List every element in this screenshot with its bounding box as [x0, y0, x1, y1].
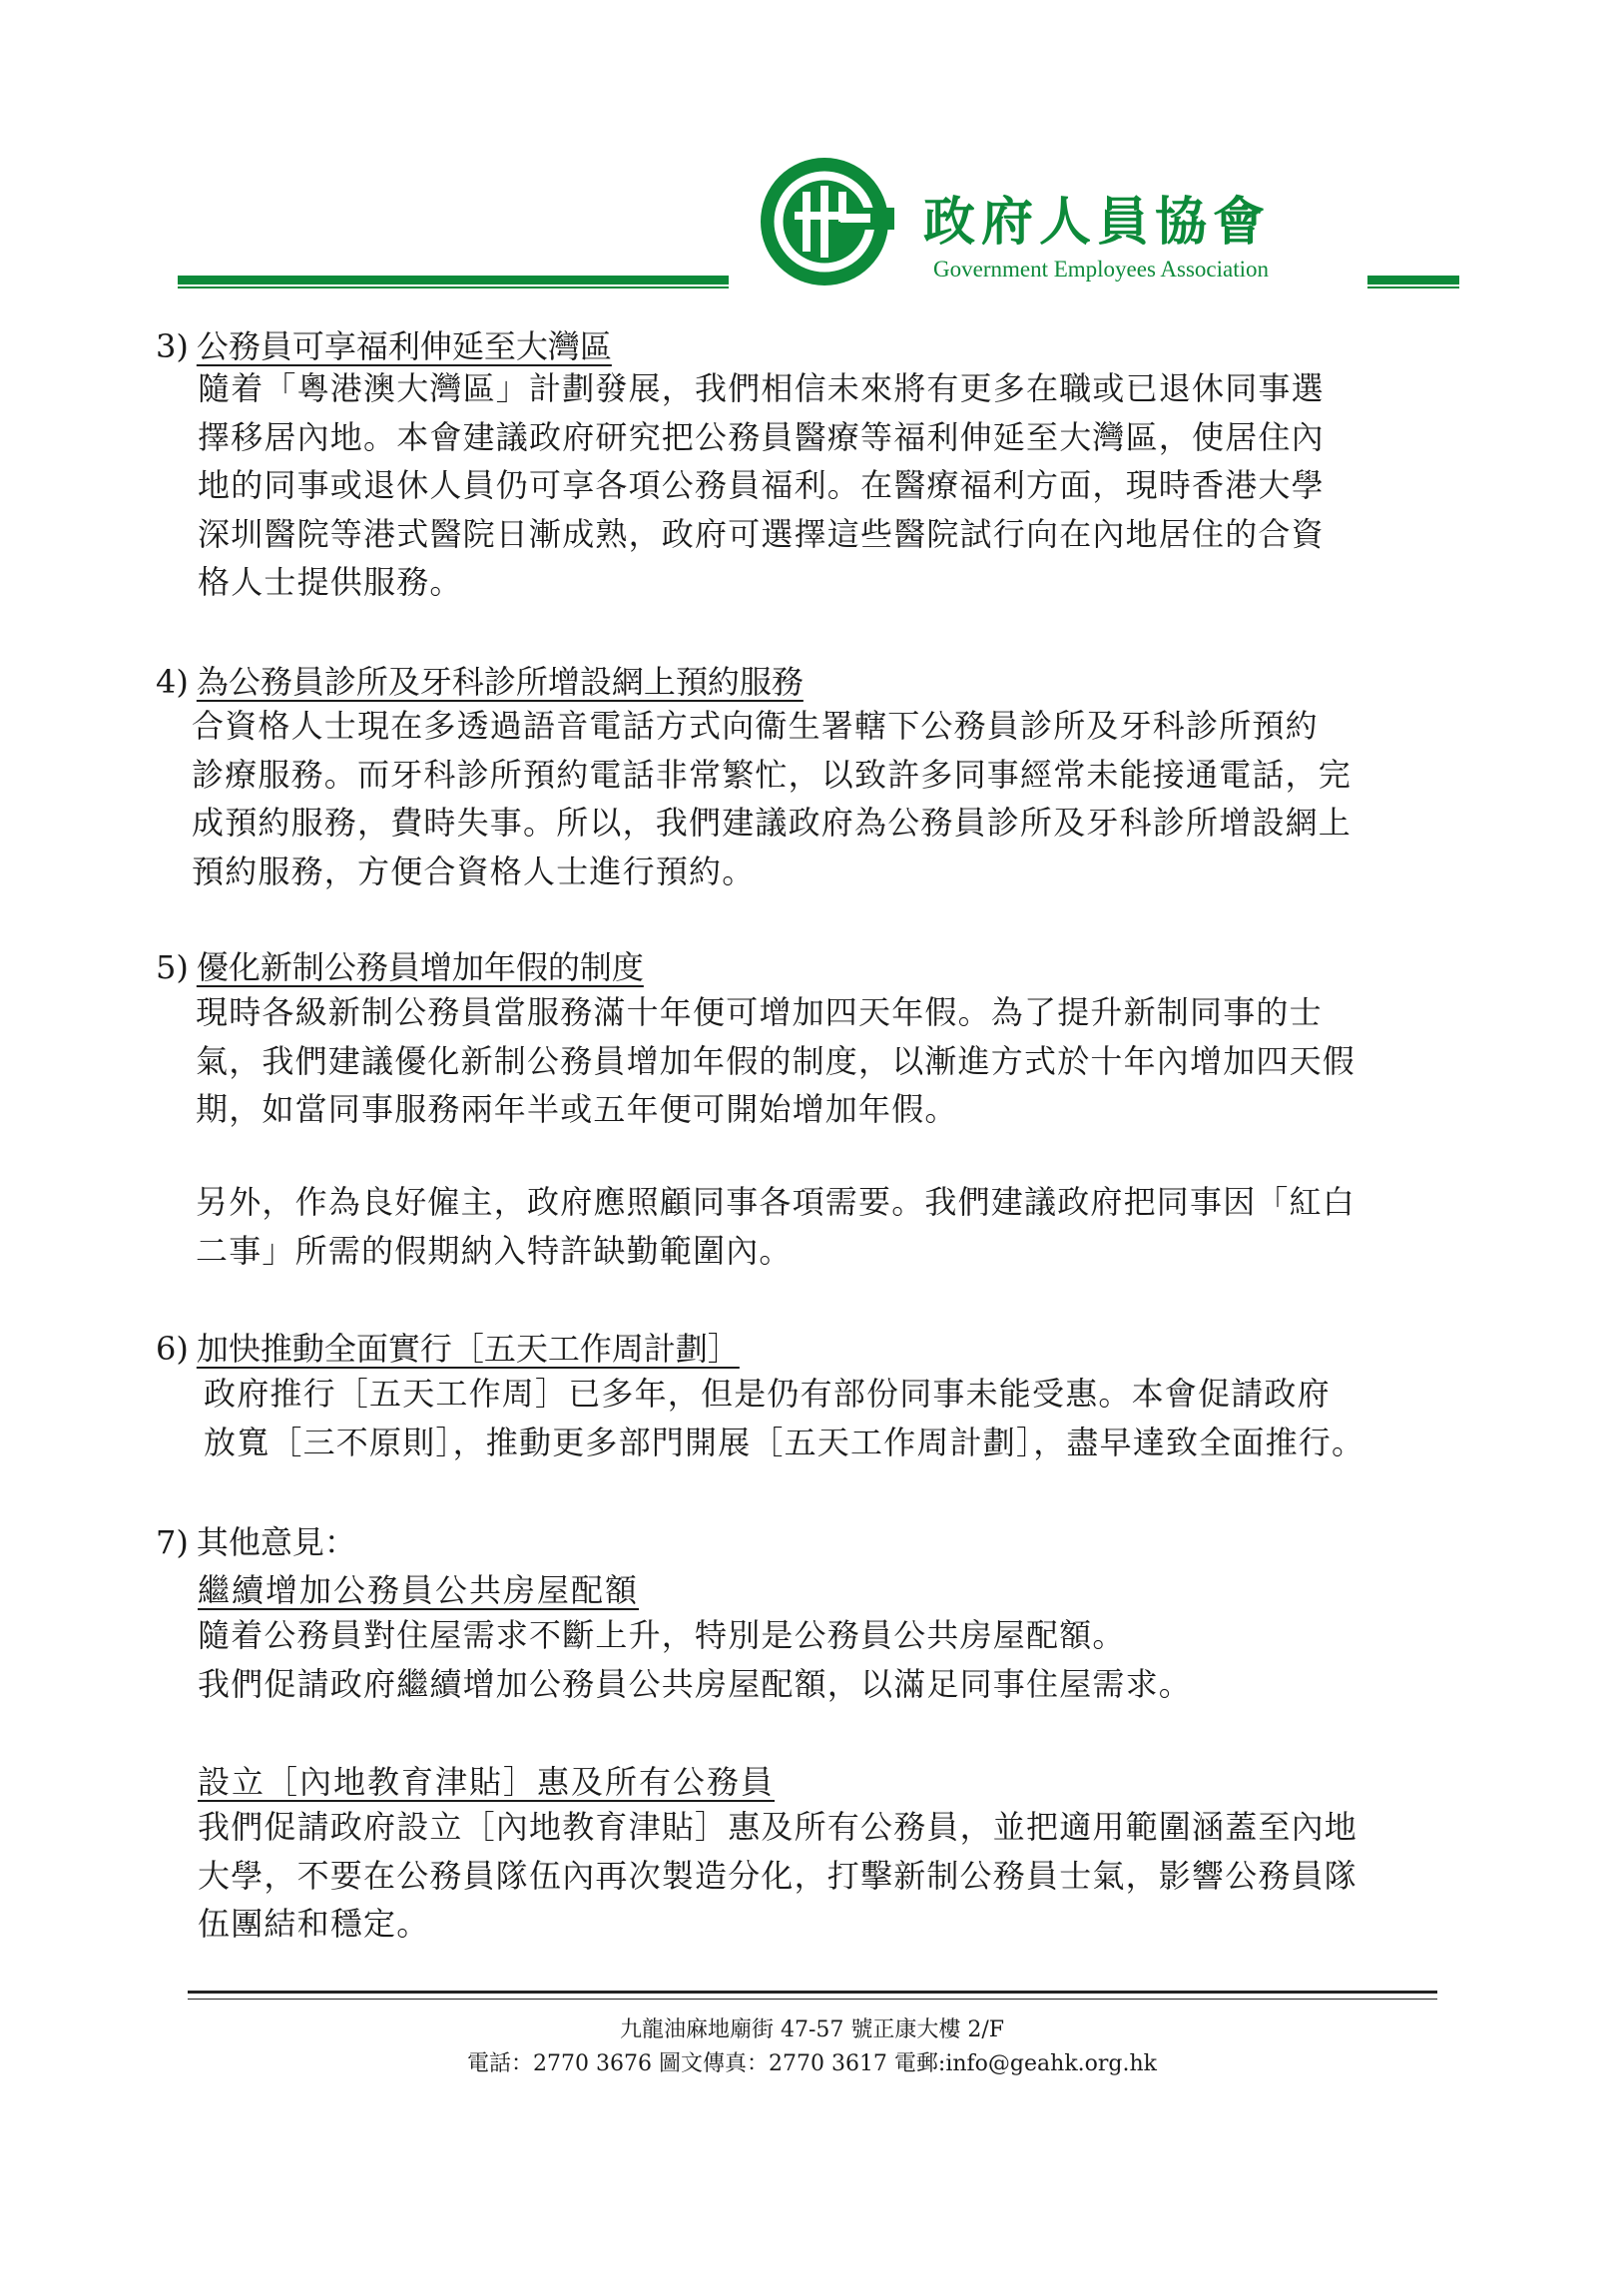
text-line: 隨着公務員對住屋需求不斷上升，特別是公務員公共房屋配額。	[198, 1616, 1126, 1654]
section-3-body	[198, 364, 1325, 607]
section-title: 為公務員診所及牙科診所增設網上預約服務	[196, 663, 804, 701]
section-number: 3)	[156, 327, 189, 365]
footer-rule-bottom	[188, 1999, 1437, 2000]
text-line: 格人士提供服務。	[198, 563, 463, 601]
subsection-education-body	[198, 1803, 1357, 1949]
section-number: 6)	[156, 1330, 189, 1368]
org-name-en: Government Employees Association	[933, 257, 1269, 282]
text-line: 擇移居內地。本會建議政府研究把公務員醫療等福利伸延至大灣區，使居住內	[198, 417, 1325, 456]
text-line: 現時各級新制公務員當服務滿十年便可增加四天年假。為了提升新制同事的士	[196, 993, 1323, 1031]
text-line: 期，如當同事服務兩年半或五年便可開始增加年假。	[196, 1090, 958, 1128]
text-line: 大學，不要在公務員隊伍內再次製造分化，打擊新制公務員士氣，影響公務員隊	[198, 1856, 1358, 1895]
section-7-heading	[156, 1517, 356, 1563]
section-6-body	[204, 1370, 1364, 1466]
section-4-heading	[156, 657, 804, 703]
text-line: 合資格人士現在多透過語音電話方式向衞生署轄下公務員診所及牙科診所預約	[192, 707, 1319, 745]
text-line: 診療服務。而牙科診所預約電話非常繁忙，以致許多同事經常未能接通電話，完	[192, 755, 1353, 794]
text-line: 成預約服務，費時失事。所以，我們建議政府為公務員診所及牙科診所增設網上	[192, 804, 1353, 842]
subsection-education-title: 設立［內地教育津貼］惠及所有公務員	[198, 1763, 776, 1801]
org-name-zh: 政府人員協會	[923, 193, 1272, 253]
header-rule-right	[1367, 276, 1459, 285]
section-title: 優化新制公務員增加年假的制度	[196, 948, 644, 986]
section-number: 5)	[156, 948, 189, 986]
text-line: 二事」所需的假期納入特許缺勤範圍內。	[196, 1231, 793, 1270]
text-line: 隨着「粵港澳大灣區」計劃發展，我們相信未來將有更多在職或已退休同事選	[198, 369, 1325, 407]
text-line: 我們促請政府繼續增加公務員公共房屋配額，以滿足同事住屋需求。	[198, 1664, 1193, 1703]
section-5-body-extra	[196, 1178, 1355, 1275]
text-line: 預約服務，方便合資格人士進行預約。	[192, 852, 756, 890]
text-line: 政府推行［五天工作周］已多年，但是仍有部份同事未能受惠。本會促請政府	[204, 1375, 1331, 1413]
text-line: 伍團結和穩定。	[198, 1905, 430, 1943]
footer-address: 九龍油麻地廟街 47-57 號正康大樓 2/F	[619, 2017, 1005, 2042]
text-line: 氣，我們建議優化新制公務員增加年假的制度，以漸進方式於十年內增加四天假	[196, 1041, 1356, 1080]
text-line: 地的同事或退休人員仍可享各項公務員福利。在醫療福利方面，現時香港大學	[198, 466, 1325, 504]
section-title: 其他意見：	[196, 1523, 356, 1561]
subsection-housing-body	[198, 1611, 1192, 1708]
section-5-heading	[156, 942, 644, 988]
footer-contact: 電話：2770 3676 圖文傳真：2770 3617 電郵:info@geahk.org.hk	[467, 2051, 1157, 2076]
text-line: 我們促請政府設立［內地教育津貼］惠及所有公務員，並把適用範圍涵蓋至內地	[198, 1808, 1358, 1846]
text-line: 深圳醫院等港式醫院日漸成熟，政府可選擇這些醫院試行向在內地居住的合資	[198, 514, 1325, 553]
section-3-heading	[156, 321, 612, 367]
text-line: 另外，作為良好僱主，政府應照顧同事各項需要。我們建議政府把同事因「紅白	[196, 1183, 1356, 1221]
text-line: 放寬［三不原則］，推動更多部門開展［五天工作周計劃］，盡早達致全面推行。	[204, 1423, 1365, 1461]
footer-rule-top	[188, 1991, 1437, 1994]
section-4-body	[192, 702, 1352, 895]
section-number: 4)	[156, 663, 189, 701]
subsection-housing-title: 繼續增加公務員公共房屋配額	[198, 1571, 640, 1609]
section-5-body	[196, 988, 1355, 1134]
section-number: 7)	[156, 1523, 189, 1561]
section-6-heading	[156, 1324, 740, 1370]
section-title: 加快推動全面實行［五天工作周計劃］	[196, 1330, 740, 1368]
header-rule-left	[178, 276, 729, 285]
association-logo-icon	[755, 152, 894, 291]
section-title: 公務員可享福利伸延至大灣區	[196, 327, 612, 365]
